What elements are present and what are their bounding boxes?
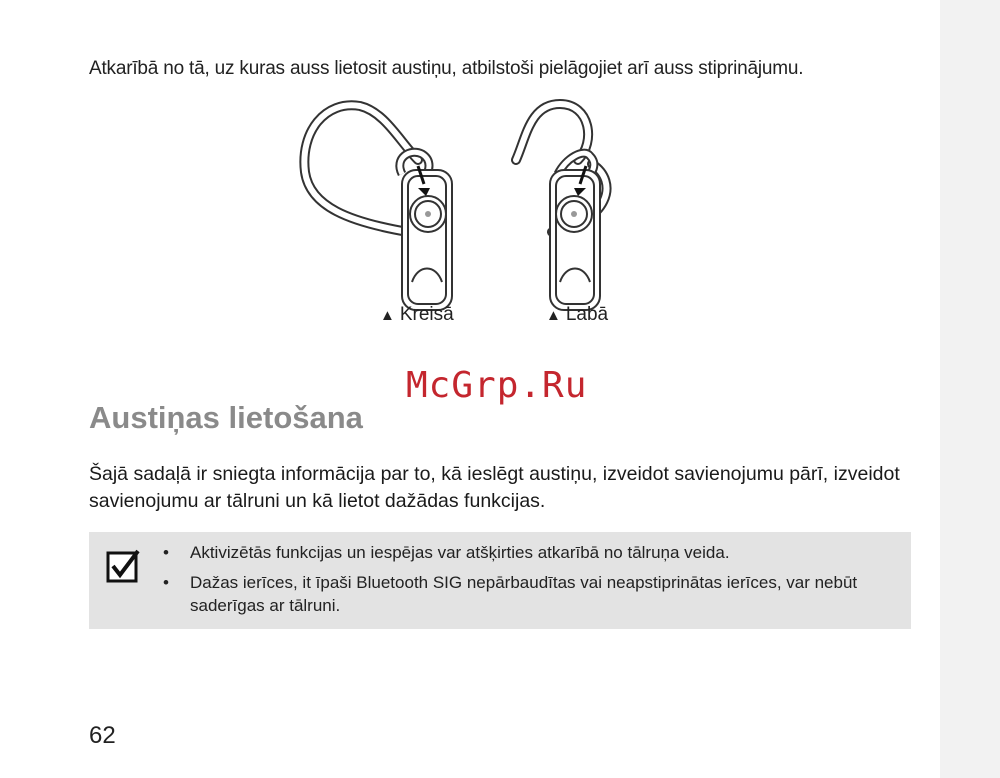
watermark: McGrp.Ru — [406, 365, 588, 406]
right-caption-label: Labā — [565, 304, 609, 325]
note-list — [163, 541, 911, 624]
section-body: Šajā sadaļā ir sniegta informācija par to, kā ieslēgt austiņu, izveidot savienojumu pārī, izveidot savienojumu ar tālruni un kā lietot dažādas funkcijas. — [89, 463, 900, 512]
page-number: 62 — [89, 722, 116, 749]
right-caption — [546, 304, 608, 326]
note-item: • Dažas ierīces, it īpaši Bluetooth SIG nepārbaudītas vai neapstiprinātas ierīces, var nebūt saderīgas ar tālruni. — [163, 571, 911, 617]
triangle-marker-icon: ▲ — [546, 307, 561, 324]
headset-figure — [290, 92, 630, 332]
left-caption-label: Kreisā — [399, 304, 454, 325]
checkbox-check-icon — [105, 548, 141, 584]
headset-illustration — [290, 92, 630, 332]
page-margin-strip — [940, 0, 1000, 778]
triangle-marker-icon: ▲ — [380, 307, 395, 324]
intro-text: Atkarībā no tā, uz kuras auss lietosit austiņu, atbilstoši pielāgojiet arī auss stiprinājumu. — [89, 58, 804, 79]
section-title: Austiņas lietošana — [89, 400, 363, 435]
left-caption — [380, 304, 454, 326]
right-headset-drawing — [516, 104, 607, 310]
left-headset-drawing — [304, 105, 452, 310]
note-item: • Aktivizētās funkcijas un iespējas var atšķirties atkarībā no tālruņa veida. — [163, 541, 911, 564]
note-box — [89, 532, 911, 629]
